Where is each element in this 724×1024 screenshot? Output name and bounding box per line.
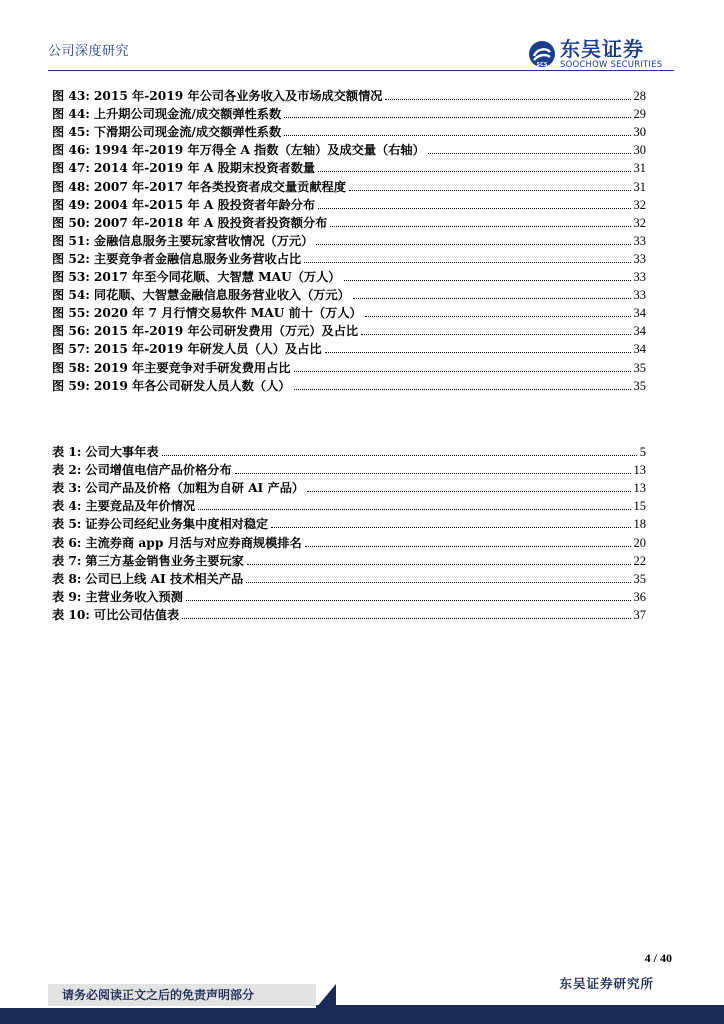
toc-entry-title: 同花顺、大智慧金融信息服务营业收入（万元） (93, 288, 350, 303)
toc-entry-title: 公司大事年表 (85, 445, 159, 460)
toc-entry-label: 表 6: (52, 535, 82, 550)
toc-entry-title: 可比公司估值表 (93, 607, 180, 622)
page-number: 4 / 40 (644, 951, 672, 965)
header-divider (48, 70, 674, 71)
toc-dot-leader (318, 207, 630, 209)
toc-entry-page: 34 (633, 324, 646, 339)
toc-entry-label: 图 43: (52, 89, 90, 104)
logo-chinese-name: 东吴证券 (560, 37, 644, 61)
toc-entry-label: 图 55: (52, 306, 90, 321)
table-toc-entry[interactable] (52, 569, 646, 587)
figure-toc-entry[interactable] (52, 285, 646, 303)
toc-entry-page: 35 (633, 360, 646, 375)
toc-dot-leader (361, 333, 630, 335)
toc-entry-label: 图 54: (52, 288, 90, 303)
toc-entry-label: 图 59: (52, 378, 90, 393)
toc-entry-title: 证券公司经纪业务集中度相对稳定 (85, 517, 269, 532)
toc-entry-label: 图 48: (52, 179, 90, 194)
toc-entry-page: 28 (633, 89, 646, 104)
toc-entry-title: 公司已上线 AI 技术相关产品 (85, 571, 244, 586)
figure-toc-entry[interactable] (52, 321, 646, 339)
figure-toc-entry[interactable] (52, 231, 646, 249)
toc-entry-label: 图 58: (52, 360, 90, 375)
table-toc-entry[interactable] (52, 442, 646, 460)
toc-dot-leader (235, 472, 631, 474)
toc-dot-leader (365, 315, 631, 317)
toc-dot-leader (349, 189, 631, 191)
toc-entry-page: 5 (639, 445, 646, 460)
figure-toc-entry[interactable] (52, 339, 646, 357)
table-toc-entry[interactable] (52, 551, 646, 569)
toc-entry-label: 图 49: (52, 197, 90, 212)
footer-institute: 东吴证券研究所 (559, 976, 654, 991)
toc-entry-page: 37 (633, 607, 646, 622)
figure-toc-entry[interactable] (52, 357, 646, 375)
toc-entry-title: 2004 年-2015 年 A 股投资者年龄分布 (93, 197, 316, 212)
figure-toc-entry[interactable] (52, 303, 646, 321)
toc-dot-leader (162, 454, 637, 456)
table-toc-entry[interactable] (52, 514, 646, 532)
toc-entry-label: 图 52: (52, 251, 90, 266)
toc-entry-title: 2015 年-2019 年公司各业务收入及市场成交额情况 (93, 89, 383, 104)
header-section-title: 公司深度研究 (48, 44, 130, 59)
toc-entry-label: 表 7: (52, 553, 82, 568)
table-toc-entry[interactable] (52, 605, 646, 623)
figure-toc-entry[interactable] (52, 86, 646, 104)
toc-entry-page: 32 (633, 215, 646, 230)
toc-entry-label: 图 56: (52, 324, 90, 339)
toc-dot-leader (307, 490, 630, 492)
toc-entry-page: 18 (633, 517, 646, 532)
table-toc-entry[interactable] (52, 587, 646, 605)
toc-entry-page: 31 (633, 161, 646, 176)
toc-entry-label: 图 50: (52, 215, 90, 230)
figure-toc-entry[interactable] (52, 158, 646, 176)
figure-toc-entry[interactable] (52, 104, 646, 122)
logo-badge-text: SCS (536, 62, 548, 68)
toc-dot-leader (294, 388, 631, 390)
toc-entry-title: 2015 年-2019 年公司研发费用（万元）及占比 (93, 324, 359, 339)
table-toc-entry[interactable] (52, 496, 646, 514)
toc-dot-leader (247, 563, 631, 565)
toc-entry-page: 34 (633, 342, 646, 357)
toc-entry-title: 第三方基金销售业务主要玩家 (85, 553, 244, 568)
toc-entry-label: 表 5: (52, 517, 82, 532)
toc-dot-leader (284, 134, 630, 136)
figure-list (52, 86, 646, 394)
figure-toc-entry[interactable] (52, 376, 646, 394)
toc-entry-label: 图 57: (52, 342, 90, 357)
toc-entry-title: 2007 年-2017 年各类投资者成交量贡献程度 (93, 179, 346, 194)
toc-entry-title: 主流券商 app 月活与对应券商规模排名 (85, 535, 302, 550)
toc-entry-label: 表 2: (52, 463, 82, 478)
figure-toc-entry[interactable] (52, 249, 646, 267)
toc-entry-label: 图 51: (52, 233, 90, 248)
toc-entry-label: 图 45: (52, 125, 90, 140)
toc-entry-label: 图 47: (52, 161, 90, 176)
toc-entry-page: 35 (633, 378, 646, 393)
toc-entry-label: 表 9: (52, 589, 82, 604)
toc-entry-page: 29 (633, 107, 646, 122)
toc-entry-title: 主要竞争者金融信息服务业务营收占比 (93, 251, 302, 266)
toc-dot-leader (385, 98, 630, 100)
toc-entry-title: 2019 年主要竞争对手研发费用占比 (93, 360, 291, 375)
toc-entry-title: 2007 年-2018 年 A 股投资者投资额分布 (93, 215, 328, 230)
toc-dot-leader (330, 225, 630, 227)
toc-dot-leader (316, 243, 630, 245)
logo-english-name: SOOCHOW SECURITIES (560, 60, 663, 70)
toc-dot-leader (325, 351, 631, 353)
toc-dot-leader (271, 526, 630, 528)
soochow-logo-icon (528, 40, 556, 68)
toc-dot-leader (198, 508, 630, 510)
toc-entry-label: 表 4: (52, 499, 82, 514)
toc-entry-page: 33 (633, 270, 646, 285)
table-toc-entry[interactable] (52, 460, 646, 478)
toc-entry-label: 表 3: (52, 481, 82, 496)
toc-entry-title: 2020 年 7 月行情交易软件 MAU 前十（万人） (93, 306, 362, 321)
toc-entry-page: 33 (633, 288, 646, 303)
toc-entry-label: 表 1: (52, 445, 82, 460)
toc-dot-leader (246, 581, 630, 583)
figure-toc-entry[interactable] (52, 195, 646, 213)
toc-dot-leader (284, 116, 630, 118)
toc-dot-leader (428, 152, 631, 154)
toc-entry-page: 33 (633, 251, 646, 266)
toc-entry-title: 2019 年各公司研发人员人数（人） (93, 378, 291, 393)
toc-entry-label: 表 10: (52, 607, 90, 622)
footer-disclaimer: 请务必阅读正文之后的免责声明部分 (62, 988, 255, 1002)
table-list (52, 442, 646, 623)
figure-toc-entry[interactable] (52, 267, 646, 285)
toc-entry-title: 公司增值电信产品价格分布 (85, 463, 232, 478)
table-toc-entry[interactable] (52, 478, 646, 496)
figure-toc-entry[interactable] (52, 176, 646, 194)
toc-entry-label: 表 8: (52, 571, 82, 586)
figure-toc-entry[interactable] (52, 213, 646, 231)
toc-entry-title: 1994 年-2019 年万得全 A 指数（左轴）及成交量（右轴） (93, 143, 425, 158)
toc-dot-leader (294, 370, 631, 372)
table-toc-entry[interactable] (52, 532, 646, 550)
toc-entry-title: 2014 年-2019 年 A 股期末投资者数量 (93, 161, 316, 176)
toc-dot-leader (186, 599, 631, 601)
toc-entry-page: 31 (633, 179, 646, 194)
toc-entry-page: 22 (633, 553, 646, 568)
toc-entry-title: 上升期公司现金流/成交额弹性系数 (93, 107, 282, 122)
toc-entry-page: 20 (633, 535, 646, 550)
toc-dot-leader (344, 279, 631, 281)
toc-entry-page: 13 (633, 463, 646, 478)
toc-entry-label: 图 53: (52, 270, 90, 285)
toc-entry-page: 30 (633, 143, 646, 158)
toc-dot-leader (305, 545, 631, 547)
toc-entry-label: 图 44: (52, 107, 90, 122)
toc-dot-leader (318, 170, 630, 172)
toc-entry-title: 公司产品及价格（加粗为自研 AI 产品） (85, 481, 305, 496)
toc-entry-page: 15 (633, 499, 646, 514)
toc-entry-title: 下滑期公司现金流/成交额弹性系数 (93, 125, 282, 140)
toc-entry-page: 32 (633, 197, 646, 212)
footer-bar (0, 1008, 724, 1024)
toc-entry-title: 金融信息服务主要玩家营收情况（万元） (93, 233, 314, 248)
toc-dot-leader (353, 297, 631, 299)
toc-entry-title: 2017 年至今同花顺、大智慧 MAU（万人） (93, 270, 341, 285)
figure-toc-entry[interactable] (52, 140, 646, 158)
toc-entry-page: 30 (633, 125, 646, 140)
toc-entry-title: 主营业务收入预测 (85, 589, 183, 604)
brand-logo (528, 38, 676, 70)
toc-entry-page: 33 (633, 233, 646, 248)
toc-dot-leader (304, 261, 630, 263)
toc-entry-page: 35 (633, 571, 646, 586)
toc-entry-page: 13 (633, 481, 646, 496)
toc-entry-page: 36 (633, 589, 646, 604)
toc-dot-leader (182, 617, 630, 619)
toc-entry-title: 2015 年-2019 年研发人员（人）及占比 (93, 342, 322, 357)
toc-entry-label: 图 46: (52, 143, 90, 158)
figure-toc-entry[interactable] (52, 122, 646, 140)
toc-entry-page: 34 (633, 306, 646, 321)
toc-entry-title: 主要竞品及年价情况 (85, 499, 196, 514)
